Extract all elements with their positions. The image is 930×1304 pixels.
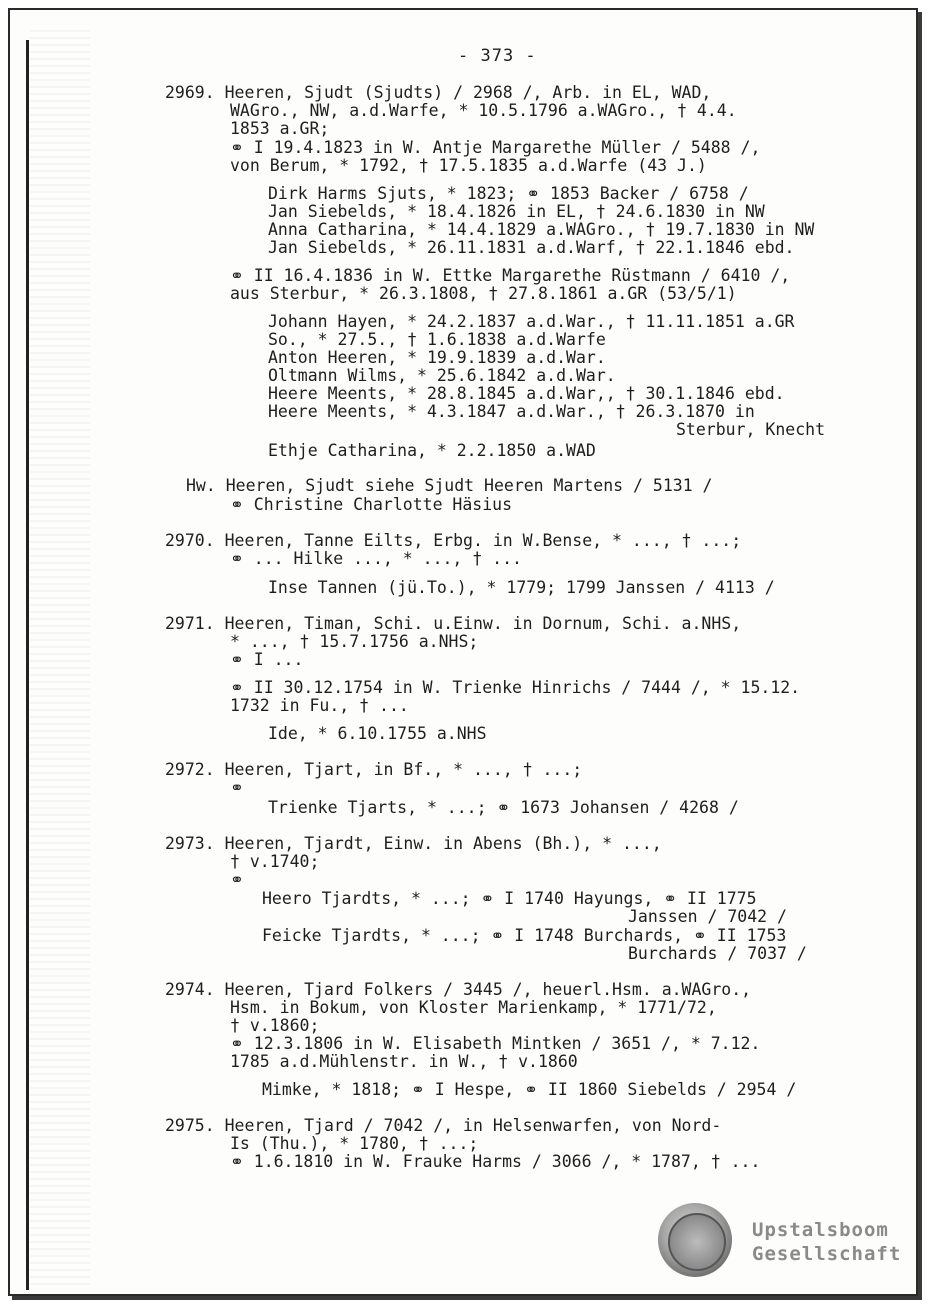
text-line: 2971. Heeren, Timan, Schi. u.Einw. in Dornum, Schi. a.NHS,	[165, 614, 742, 633]
text-line: Dirk Harms Sjuts, * 1823; ⚭ 1853 Backer / 6758 /	[268, 184, 749, 203]
text-line: von Berum, * 1792, † 17.5.1835 a.d.Warfe (43 J.)	[230, 156, 707, 175]
text-line: 1732 in Fu., † ...	[230, 696, 409, 715]
watermark-line1: Upstalsboom	[752, 1219, 889, 1241]
text-line: ⚭	[230, 778, 244, 797]
text-line: 2970. Heeren, Tanne Eilts, Erbg. in W.Bense, * ..., † ...;	[165, 531, 742, 550]
text-line: Inse Tannen (jü.To.), * 1779; 1799 Janssen / 4113 /	[268, 578, 775, 597]
text-line: Johann Hayen, * 24.2.1837 a.d.War., † 11.11.1851 a.GR	[268, 312, 795, 331]
text-line: 2975. Heeren, Tjard / 7042 /, in Helsenwarfen, von Nord-	[165, 1116, 722, 1135]
text-line: Jan Siebelds, * 26.11.1831 a.d.Warf, † 22.1.1846 ebd.	[268, 238, 795, 257]
text-line: ⚭ II 16.4.1836 in W. Ettke Margarethe Rüstmann / 6410 /,	[230, 266, 791, 285]
text-line: Heere Meents, * 4.3.1847 a.d.War., † 26.3.1870 in	[268, 402, 755, 421]
text-line: 1785 a.d.Mühlenstr. in W., † v.1860	[230, 1052, 578, 1071]
text-line: Burchards / 7037 /	[628, 944, 807, 963]
text-line: Heero Tjardts, * ...; ⚭ I 1740 Hayungs, ⚭ II 1775	[262, 889, 757, 908]
text-line: Jan Siebelds, * 18.4.1826 in EL, † 24.6.1830 in NW	[268, 202, 765, 221]
text-line: † v.1860;	[230, 1016, 320, 1035]
text-line: ⚭ ... Hilke ..., * ..., † ...	[230, 549, 522, 568]
text-line: Janssen / 7042 /	[628, 907, 787, 926]
text-line: 2972. Heeren, Tjart, in Bf., * ..., † ...;	[165, 760, 583, 779]
text-line: Hsm. in Bokum, von Kloster Marienkamp, * 1771/72,	[230, 998, 717, 1017]
watermark-line2: Gesellschaft	[752, 1243, 902, 1265]
page-number: - 373 -	[458, 46, 537, 66]
text-line: Anton Heeren, * 19.9.1839 a.d.War.	[268, 348, 606, 367]
text-line: ⚭ 1.6.1810 in W. Frauke Harms / 3066 /, * 1787, † ...	[230, 1152, 761, 1171]
text-line: Trienke Tjarts, * ...; ⚭ 1673 Johansen / 4268 /	[268, 798, 739, 817]
text-line: Is (Thu.), * 1780, † ...;	[230, 1134, 479, 1153]
text-line: Ethje Catharina, * 2.2.1850 a.WAD	[268, 441, 596, 460]
text-line: * ..., † 15.7.1756 a.NHS;	[230, 632, 479, 651]
scan-left-edge-line	[26, 40, 29, 1290]
society-seal-icon	[658, 1203, 732, 1277]
text-line: Hw. Heeren, Sjudt siehe Sjudt Heeren Martens / 5131 /	[186, 476, 713, 495]
text-line: ⚭ 12.3.1806 in W. Elisabeth Mintken / 3651 /, * 7.12.	[230, 1034, 761, 1053]
text-line: 2969. Heeren, Sjudt (Sjudts) / 2968 /, Arb. in EL, WAD,	[165, 83, 712, 102]
text-line: Heere Meents, * 28.8.1845 a.d.War,, † 30.1.1846 ebd.	[268, 384, 785, 403]
text-line: ⚭ Christine Charlotte Häsius	[230, 495, 513, 514]
text-line: 2973. Heeren, Tjardt, Einw. in Abens (Bh.), * ...,	[165, 834, 662, 853]
watermark-logo	[752, 1218, 901, 1266]
text-line: Sterbur, Knecht	[676, 420, 826, 439]
text-line: Anna Catharina, * 14.4.1829 a.WAGro., † 19.7.1830 in NW	[268, 220, 815, 239]
text-line: Mimke, * 1818; ⚭ I Hespe, ⚭ II 1860 Siebelds / 2954 /	[262, 1080, 797, 1099]
text-line: 2974. Heeren, Tjard Folkers / 3445 /, heuerl.Hsm. a.WAGro.,	[165, 980, 752, 999]
text-line: aus Sterbur, * 26.3.1808, † 27.8.1861 a.GR (53/5/1)	[230, 284, 737, 303]
text-line: WAGro., NW, a.d.Warfe, * 10.5.1796 a.WAGro., † 4.4.	[230, 101, 737, 120]
text-line: So., * 27.5., † 1.6.1838 a.d.Warfe	[268, 330, 606, 349]
text-line: ⚭ II 30.12.1754 in W. Trienke Hinrichs / 7444 /, * 15.12.	[230, 678, 801, 697]
text-line: ⚭ I ...	[230, 650, 304, 669]
text-line: Ide, * 6.10.1755 a.NHS	[268, 724, 487, 743]
text-line: Oltmann Wilms, * 25.6.1842 a.d.War.	[268, 366, 616, 385]
text-line: 1853 a.GR;	[230, 119, 330, 138]
text-line: Feicke Tjardts, * ...; ⚭ I 1748 Burchards, ⚭ II 1753	[262, 926, 787, 945]
text-line: ⚭	[230, 870, 244, 889]
scan-edge-noise	[30, 30, 90, 1290]
text-line: ⚭ I 19.4.1823 in W. Antje Margarethe Müller / 5488 /,	[230, 138, 761, 157]
text-line: † v.1740;	[230, 852, 320, 871]
